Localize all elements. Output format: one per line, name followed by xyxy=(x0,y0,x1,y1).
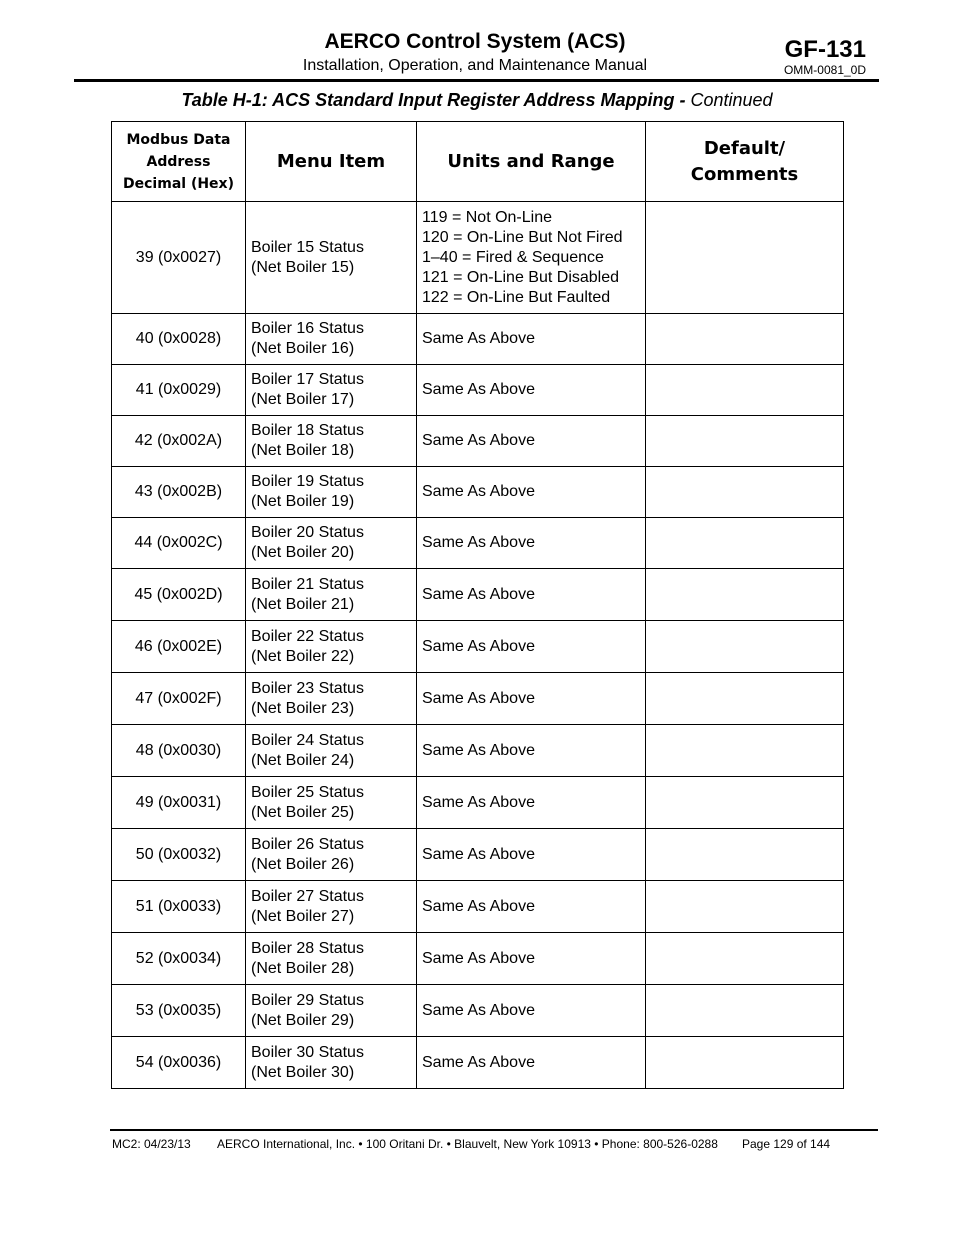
table-row xyxy=(112,365,844,416)
menu-item-line: Boiler 25 Status xyxy=(251,783,364,801)
cell-address: 51 (0x0033) xyxy=(112,881,246,933)
cell-menu-item xyxy=(246,881,417,933)
cell-menu-item xyxy=(246,202,417,314)
menu-item-line: (Net Boiler 23) xyxy=(251,699,355,717)
menu-item-line: Boiler 26 Status xyxy=(251,835,364,853)
cell-default-comments xyxy=(646,933,844,985)
menu-item-line: Boiler 21 Status xyxy=(251,575,364,593)
cell-default-comments xyxy=(646,621,844,673)
cell-units-range xyxy=(417,881,646,933)
cell-default-comments xyxy=(646,985,844,1037)
table-row xyxy=(112,621,844,673)
units-range-line: Same As Above xyxy=(422,897,535,915)
cell-units-range xyxy=(417,416,646,467)
col-header-default-comments xyxy=(646,122,844,202)
cell-address: 39 (0x0027) xyxy=(112,202,246,314)
cell-default-comments xyxy=(646,416,844,467)
manual-title: AERCO Control System (ACS) xyxy=(324,30,626,53)
units-range-line: Same As Above xyxy=(422,381,535,398)
table-row xyxy=(112,416,844,467)
menu-item-line: Boiler 15 Status xyxy=(251,238,364,256)
cell-menu-item xyxy=(246,518,417,569)
col-header-default-line: Default/ xyxy=(703,137,786,159)
cell-menu-item xyxy=(246,467,417,518)
cell-units-range xyxy=(417,933,646,985)
menu-item-line: (Net Boiler 21) xyxy=(251,595,355,613)
cell-menu-item xyxy=(246,314,417,365)
document-number: OMM-0081_0D xyxy=(783,63,866,77)
cell-units-range xyxy=(417,725,646,777)
menu-item-line: (Net Boiler 22) xyxy=(251,647,355,665)
cell-units-range xyxy=(417,202,646,314)
table-row xyxy=(112,725,844,777)
table-row xyxy=(112,314,844,365)
menu-item-line: (Net Boiler 28) xyxy=(251,959,355,977)
units-range-line: 119 = Not On-Line xyxy=(422,208,553,226)
table-row xyxy=(112,829,844,881)
col-header-units-range: Units and Range xyxy=(417,122,646,202)
menu-item-line: (Net Boiler 19) xyxy=(251,493,355,510)
cell-units-range xyxy=(417,829,646,881)
cell-menu-item xyxy=(246,1037,417,1089)
menu-item-line: Boiler 24 Status xyxy=(251,731,364,749)
col-header-address xyxy=(112,122,246,202)
cell-menu-item xyxy=(246,985,417,1037)
units-range-line: Same As Above xyxy=(422,432,535,449)
table-caption xyxy=(110,90,844,111)
table-header-row xyxy=(112,122,844,202)
cell-address: 48 (0x0030) xyxy=(112,725,246,777)
menu-item-line: (Net Boiler 26) xyxy=(251,855,355,873)
col-header-address-line: Modbus Data xyxy=(126,131,231,148)
table-row xyxy=(112,777,844,829)
menu-item-line: (Net Boiler 25) xyxy=(251,803,355,821)
cell-menu-item xyxy=(246,673,417,725)
cell-menu-item xyxy=(246,569,417,621)
units-range-line: Same As Above xyxy=(422,949,535,967)
manual-subtitle: Installation, Operation, and Maintenance Manual xyxy=(302,57,648,74)
cell-default-comments xyxy=(646,777,844,829)
menu-item-line: (Net Boiler 27) xyxy=(251,907,355,925)
cell-address: 49 (0x0031) xyxy=(112,777,246,829)
units-range-line: 121 = On-Line But Disabled xyxy=(422,268,620,286)
cell-address: 43 (0x002B) xyxy=(112,467,246,518)
units-range-line: Same As Above xyxy=(422,741,535,759)
cell-address: 54 (0x0036) xyxy=(112,1037,246,1089)
table-row xyxy=(112,202,844,314)
caption-suffix: Continued xyxy=(690,90,773,110)
menu-item-line: (Net Boiler 30) xyxy=(251,1063,355,1081)
table-row xyxy=(112,985,844,1037)
cell-units-range xyxy=(417,518,646,569)
menu-item-line: Boiler 20 Status xyxy=(251,524,364,541)
cell-units-range xyxy=(417,985,646,1037)
menu-item-line: Boiler 27 Status xyxy=(251,887,364,905)
cell-address: 53 (0x0035) xyxy=(112,985,246,1037)
cell-menu-item xyxy=(246,725,417,777)
table-row xyxy=(112,518,844,569)
table-row xyxy=(112,569,844,621)
cell-default-comments xyxy=(646,202,844,314)
menu-item-line: Boiler 30 Status xyxy=(251,1043,364,1061)
cell-units-range xyxy=(417,365,646,416)
menu-item-line: Boiler 18 Status xyxy=(251,422,364,439)
cell-address: 47 (0x002F) xyxy=(112,673,246,725)
cell-default-comments xyxy=(646,829,844,881)
footer-revision: MC2: 04/23/13 xyxy=(112,1137,191,1151)
cell-units-range xyxy=(417,314,646,365)
table-row xyxy=(112,673,844,725)
document-code: GF-131 xyxy=(784,36,866,63)
menu-item-line: Boiler 16 Status xyxy=(251,320,364,337)
cell-menu-item xyxy=(246,416,417,467)
menu-item-line: (Net Boiler 29) xyxy=(251,1011,355,1029)
units-range-line: Same As Above xyxy=(422,793,535,811)
menu-item-line: Boiler 23 Status xyxy=(251,679,364,697)
cell-default-comments xyxy=(646,881,844,933)
menu-item-line: (Net Boiler 20) xyxy=(251,544,355,561)
cell-address: 50 (0x0032) xyxy=(112,829,246,881)
cell-menu-item xyxy=(246,829,417,881)
col-header-address-line: Address xyxy=(146,153,211,170)
menu-item-line: Boiler 19 Status xyxy=(251,473,364,490)
menu-item-line: Boiler 17 Status xyxy=(251,371,364,388)
cell-address: 45 (0x002D) xyxy=(112,569,246,621)
table-row xyxy=(112,881,844,933)
cell-units-range xyxy=(417,621,646,673)
cell-default-comments xyxy=(646,467,844,518)
cell-default-comments xyxy=(646,314,844,365)
cell-menu-item xyxy=(246,777,417,829)
cell-address: 52 (0x0034) xyxy=(112,933,246,985)
table-row xyxy=(112,1037,844,1089)
units-range-line: Same As Above xyxy=(422,845,535,863)
menu-item-line: (Net Boiler 15) xyxy=(251,258,355,276)
menu-item-line: Boiler 29 Status xyxy=(251,991,364,1009)
cell-address: 40 (0x0028) xyxy=(112,314,246,365)
menu-item-line: Boiler 28 Status xyxy=(251,939,364,957)
cell-default-comments xyxy=(646,518,844,569)
footer-rule xyxy=(110,1129,878,1131)
menu-item-line: Boiler 22 Status xyxy=(251,627,364,645)
units-range-line: Same As Above xyxy=(422,585,535,603)
footer-company: AERCO International, Inc. • 100 Oritani Dr. • Blauvelt, New York 10913 • Phone: 800-526-0288 xyxy=(217,1137,718,1151)
menu-item-line: (Net Boiler 18) xyxy=(251,442,355,459)
cell-units-range xyxy=(417,777,646,829)
header-rule xyxy=(74,79,879,82)
table-row xyxy=(112,467,844,518)
footer-page-number: Page 129 of 144 xyxy=(742,1137,831,1151)
units-range-line: Same As Above xyxy=(422,534,535,551)
col-header-default-line: Comments xyxy=(690,163,799,185)
register-table xyxy=(111,121,844,1089)
menu-item-line: (Net Boiler 24) xyxy=(251,751,355,769)
col-header-address-line: Decimal (Hex) xyxy=(123,175,234,192)
cell-units-range xyxy=(417,569,646,621)
cell-menu-item xyxy=(246,933,417,985)
units-range-line: Same As Above xyxy=(422,637,535,655)
cell-units-range xyxy=(417,1037,646,1089)
cell-default-comments xyxy=(646,1037,844,1089)
cell-units-range xyxy=(417,673,646,725)
caption-label: Table H-1: ACS Standard Input Register Address Mapping - xyxy=(181,90,691,110)
menu-item-line: (Net Boiler 17) xyxy=(251,391,355,408)
units-range-line: 1–40 = Fired & Sequence xyxy=(422,248,604,266)
units-range-line: Same As Above xyxy=(422,330,535,347)
units-range-line: Same As Above xyxy=(422,689,535,707)
units-range-line: Same As Above xyxy=(422,1001,535,1019)
units-range-line: 122 = On-Line But Faulted xyxy=(422,288,611,306)
cell-default-comments xyxy=(646,673,844,725)
cell-menu-item xyxy=(246,365,417,416)
cell-menu-item xyxy=(246,621,417,673)
cell-address: 44 (0x002C) xyxy=(112,518,246,569)
cell-address: 46 (0x002E) xyxy=(112,621,246,673)
table-row xyxy=(112,933,844,985)
units-range-line: Same As Above xyxy=(422,483,535,500)
cell-units-range xyxy=(417,467,646,518)
col-header-menu-item: Menu Item xyxy=(246,122,417,202)
cell-default-comments xyxy=(646,569,844,621)
cell-address: 42 (0x002A) xyxy=(112,416,246,467)
cell-default-comments xyxy=(646,725,844,777)
units-range-line: 120 = On-Line But Not Fired xyxy=(422,228,623,246)
cell-address: 41 (0x0029) xyxy=(112,365,246,416)
cell-default-comments xyxy=(646,365,844,416)
menu-item-line: (Net Boiler 16) xyxy=(251,340,355,357)
units-range-line: Same As Above xyxy=(422,1053,535,1071)
